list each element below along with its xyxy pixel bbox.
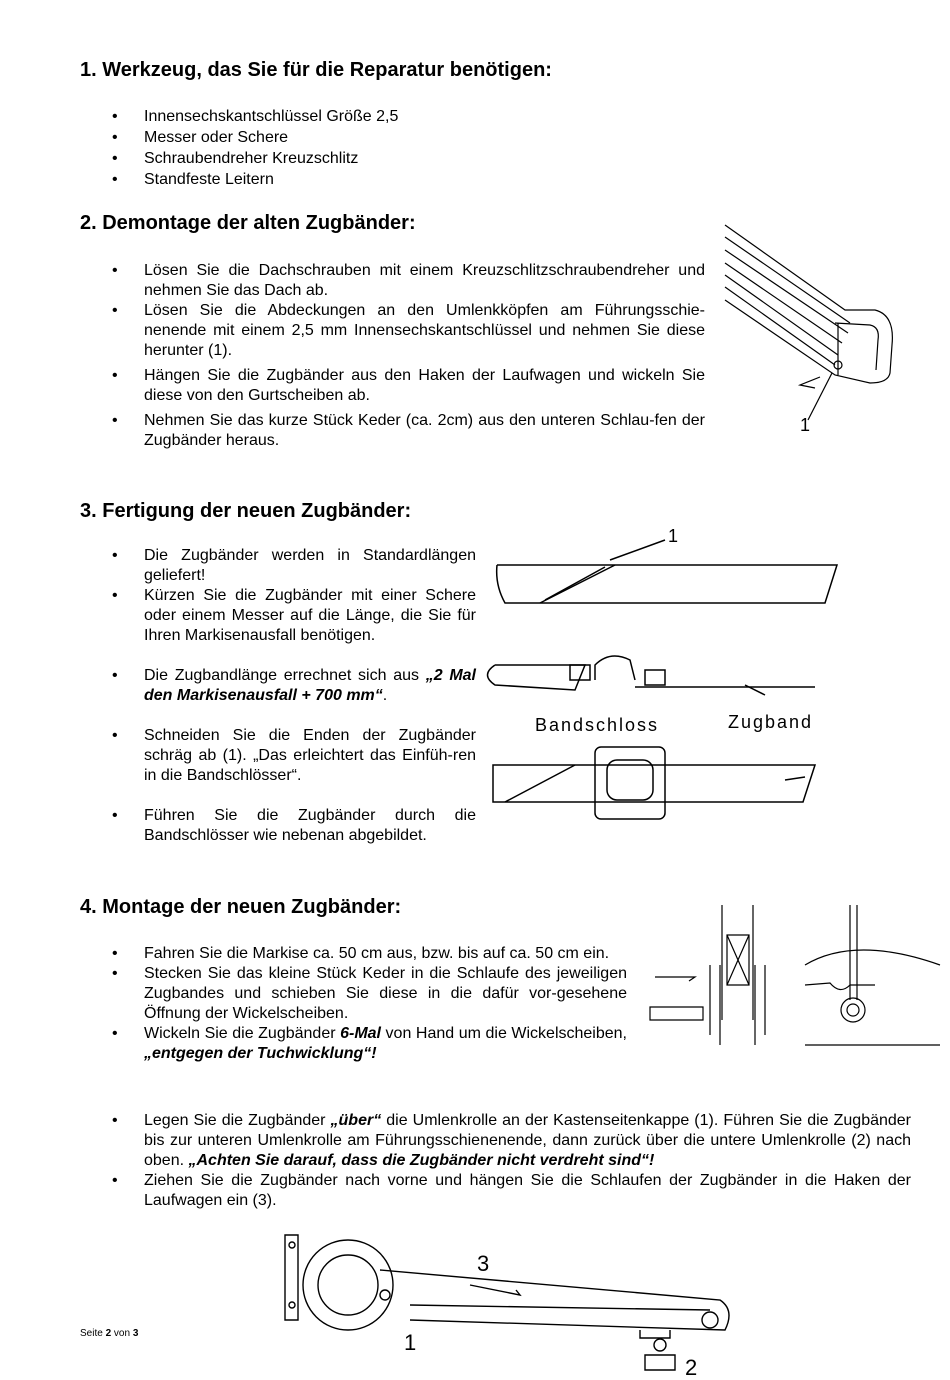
- list-item: • Hängen Sie die Zugbänder aus den Haken der Laufwagen und wickeln Sie diese von den Gurtscheiben ab.: [112, 366, 705, 406]
- list-item: • Lösen Sie die Dachschrauben mit einem Kreuzschlitzschraubendreher und nehmen Sie das Dach ab.: [112, 261, 705, 301]
- list-item: • Standfeste Leitern: [112, 170, 592, 190]
- list-item: • Ziehen Sie die Zugbänder nach vorne und hängen Sie die Schlaufen der Zugbänder in die Haken der Laufwagen ein (3).: [112, 1171, 911, 1211]
- list-item: • Führen Sie die Zugbänder durch die Bandschlösser wie nebenan abgebildet.: [112, 806, 476, 846]
- list-item: • Wickeln Sie die Zugbänder 6-Mal von Hand um die Wickelscheiben, „entgegen der Tuchwicklung“!: [112, 1024, 627, 1064]
- bandschloss-label: Bandschloss: [535, 715, 660, 735]
- list-item: • Lösen Sie die Abdeckungen an den Umlenkköpfen am Führungsschie-nenende mit einem 2,5 mm Innensechskantschlüssel und nehmen Sie diese herunter (1).: [112, 301, 705, 361]
- list-item: • Innensechskantschlüssel Größe 2,5: [112, 107, 592, 127]
- section-2-title: 2. Demontage der alten Zugbänder:: [80, 212, 416, 234]
- strap-lock-figure: [485, 515, 845, 835]
- mounting-list-bottom: [112, 1111, 911, 1211]
- section-4-title: 4. Montage der neuen Zugbänder:: [80, 896, 402, 918]
- page-footer: Seite 2 von 3: [80, 1328, 139, 1339]
- strap-prep-list: [112, 546, 476, 846]
- list-item: • Nehmen Sie das kurze Stück Keder (ca. 2cm) aus den unteren Schlau-fen der Zugbänder heraus.: [112, 411, 705, 451]
- list-item: • Legen Sie die Zugbänder „über“ die Umlenkrolle an der Kastenseitenkappe (1). Führen Sie die Zugbänder bis zur unteren Umlenkrolle am Führungsschienenende, dann zurück über die untere Umlenkrolle (2) nach oben. „Achten Sie darauf, dass die Zugbänder nicht verdreht sind“!: [112, 1111, 911, 1171]
- section-3-title: 3. Fertigung der neuen Zugbänder:: [80, 500, 412, 522]
- zugband-label: Zugband: [728, 712, 814, 732]
- figure-label-1: 1: [404, 1330, 417, 1355]
- routing-figure: [280, 1230, 740, 1380]
- figure-label-3: 3: [477, 1251, 490, 1276]
- list-item: • Die Zugbänder werden in Standardlängen geliefert!: [112, 546, 476, 586]
- figure-label: 1: [800, 415, 811, 435]
- list-item: • Messer oder Schere: [112, 128, 592, 148]
- mounting-list-top: [112, 944, 627, 1064]
- removal-list: [112, 261, 705, 451]
- list-item: • Schraubendreher Kreuzschlitz: [112, 149, 592, 169]
- figure-label: 1: [668, 526, 679, 546]
- tools-list: [112, 107, 592, 191]
- rail-end-figure: [720, 215, 900, 435]
- figure-label-2: 2: [685, 1355, 698, 1380]
- list-item: • Fahren Sie die Markise ca. 50 cm aus, bzw. bis auf ca. 50 cm ein.: [112, 944, 627, 964]
- list-item: • Kürzen Sie die Zugbänder mit einer Schere oder einem Messer auf die Länge, die Sie für Ihren Markisenausfall benötigen.: [112, 586, 476, 646]
- list-item: • Schneiden Sie die Enden der Zugbänder schräg ab (1). „Das erleichtert das Einfüh-ren in die Bandschlösser“.: [112, 726, 476, 786]
- list-item: • Die Zugbandlänge errechnet sich aus „2 Mal den Markisenausfall + 700 mm“.: [112, 666, 476, 706]
- list-item: • Stecken Sie das kleine Stück Keder in die Schlaufe des jeweiligen Zugbandes und schieben Sie diese in die dafür vor-gesehene Öffnung der Wickelscheiben.: [112, 964, 627, 1024]
- winding-disc-figure: [645, 905, 945, 1055]
- section-1-title: 1. Werkzeug, das Sie für die Reparatur benötigen:: [80, 59, 552, 81]
